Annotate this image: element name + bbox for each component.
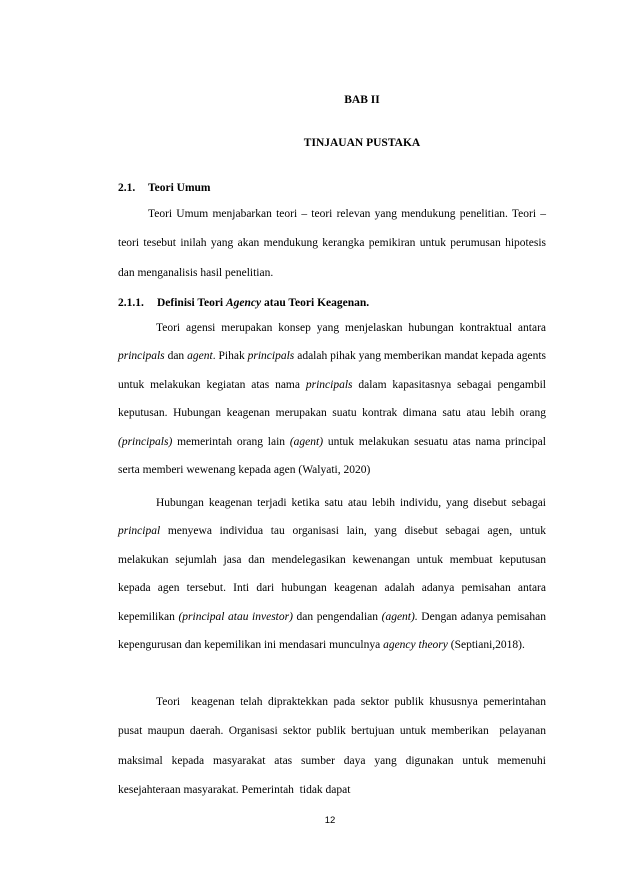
text-run: Teori agensi merupakan konsep yang menjelaskan hubungan kontraktual antara (156, 322, 546, 334)
section-heading-2-1 (118, 181, 211, 195)
paragraph-sektor-publik: Teori keagenan telah dipraktekkan pada sektor publik khususnya pemerintahan pusat maupun daerah. Organisasi sektor publik bertujuan untuk memberikan pelayanan maksimal kepada masyarakat atas sumber daya yang digunakan untuk memenuhi kesejahteraan masyarakat. Pemerintah tidak dapat (118, 696, 549, 797)
italic-term: (principals) (118, 435, 173, 448)
section-number: 2.1. (118, 182, 136, 194)
paragraph-teori-agensi (118, 314, 546, 484)
section-heading-2-1-1 (118, 296, 369, 310)
paragraph-teori-umum: Teori Umum menjabarkan teori – teori relevan yang mendukung penelitian. Teori – teori tesebut inilah yang akan mendukung kerangka pemikiran untuk perumusan hipotesis dan menganalisis hasil penelitian. (118, 208, 546, 279)
section-title-italic: Agency (226, 297, 262, 309)
text-run: dalam kapasitasnya sebagai pengambil keputusan. Hubungan keagenan merupakan suatu kontrak dimana satu atau lebih orang (118, 378, 546, 420)
italic-term: principal (118, 525, 161, 538)
chapter-title: TINJAUAN PUSTAKA (303, 137, 421, 149)
italic-term: (principal atau investor) (178, 610, 293, 623)
text-run: adalah pihak yang memberikan mandat kepada agents untuk melakukan kegiatan atas nama (118, 350, 547, 391)
text-run: . Pihak (212, 350, 248, 363)
paragraph-hubungan-keagenan (118, 489, 546, 659)
italic-term: (agent). (381, 610, 418, 623)
text-run: untuk melakukan sesuatu atas nama principal serta memberi wewenang kepada agen (Walyati, 2020) (118, 435, 546, 477)
italic-term: agent (187, 350, 213, 363)
text-run: menyewa individua tau organisasi lain, yang disebut sebagai agen, untuk melakukan sejumlah jasa dan mendelegasikan kewenangan untuk membuat keputusan kepada agen tersebut. Inti dari hubungan keagenan adalah adanya pemisahan antara kepemilikan (118, 525, 546, 623)
text-run: Hubungan keagenan terjadi ketika satu atau lebih individu, yang disebut sebagai (156, 497, 546, 509)
text-run: Dengan adanya pemisahan kepengurusan dan kepemilikan ini mendasari munculnya (118, 610, 546, 652)
italic-term: (agent) (289, 435, 324, 448)
text-run: (Septiani,2018). (447, 639, 525, 652)
italic-term: principals (247, 350, 295, 363)
italic-term: principals (118, 350, 165, 363)
text-run: dan pengendalian (292, 610, 382, 623)
section-title-part: atau Teori Keagenan. (261, 297, 370, 309)
text-run: dan (164, 350, 188, 363)
chapter-label: BAB II (344, 94, 380, 106)
section-number: 2.1.1. (118, 297, 144, 309)
italic-term: principals (305, 378, 353, 391)
text-run: memerintah orang lain (172, 435, 290, 448)
italic-term: agency theory (383, 639, 448, 652)
section-title-part: Definisi Teori (157, 297, 227, 309)
section-title: Teori Umum (148, 182, 211, 194)
page-number: 12 (324, 815, 336, 826)
